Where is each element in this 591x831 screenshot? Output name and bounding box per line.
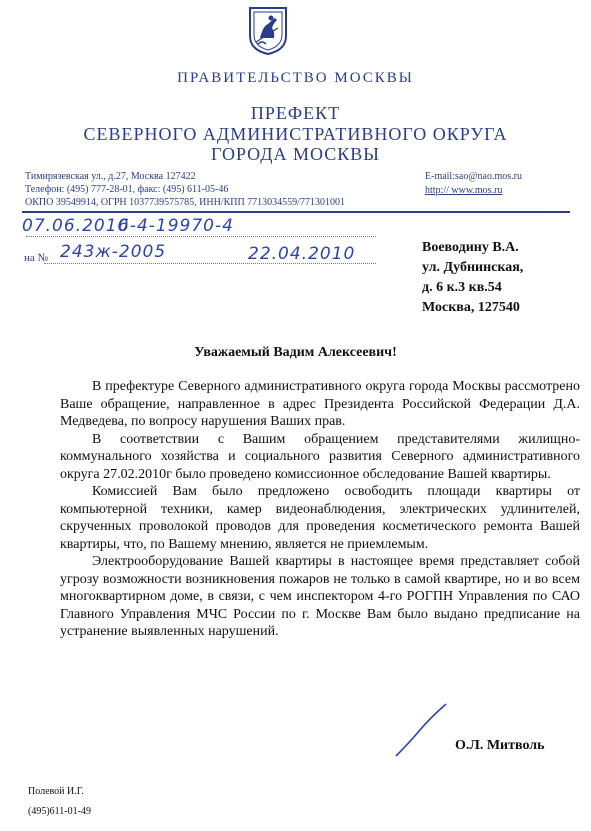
prefect-title-line: СЕВЕРНОГО АДМИНИСТРАТИВНОГО ОКРУГА	[83, 124, 508, 144]
recipient-city: Москва, 127540	[422, 300, 520, 315]
registration-codes: ОКПО 39549914, ОГРН 1037739575785, ИНН/КПП 7713034559/771301001	[25, 197, 345, 208]
outgoing-number-line	[26, 236, 376, 237]
incoming-date: 22.04.2010	[248, 244, 356, 264]
letter-greeting: Уважаемый Вадим Алексеевич!	[194, 345, 397, 360]
office-website-link[interactable]: http:// www.mos.ru	[425, 185, 503, 196]
signature-stroke	[390, 700, 450, 760]
executor-name: Полевой И.Г.	[28, 786, 84, 797]
recipient-building: д. 6 к.3 кв.54	[422, 280, 502, 295]
prefect-title-line: ГОРОДА МОСКВЫ	[210, 144, 380, 164]
letter-paragraph: В соответствии с Вашим обращением представителями жилищно-коммунального хозяйства и социального развития Северного административного округа 27.02.2010г было проведено комиссионное обследование Вашей квартиры.	[60, 431, 580, 482]
outgoing-date: 07.06.2010	[22, 216, 130, 236]
outgoing-number: 6-4-19970-4	[118, 216, 234, 236]
incoming-number: 243ж-2005	[60, 242, 167, 262]
recipient-street: ул. Дубнинская,	[422, 260, 524, 275]
prefect-title-line: ПРЕФЕКТ	[250, 103, 341, 123]
header-divider	[22, 211, 570, 213]
government-title: ПРАВИТЕЛЬСТВО МОСКВЫ	[177, 70, 414, 86]
letter-body	[60, 378, 580, 641]
executor-phone: (495)611-01-49	[28, 806, 91, 817]
signatory-name: О.Л. Митволь	[455, 738, 545, 753]
office-address: Тимирязевская ул., д.27, Москва 127422	[25, 171, 196, 182]
letter-paragraph: В префектуре Северного административного округа города Москвы рассмотрено Ваше обращение, направленное в адрес Президента Российской Федерации Д.А. Медведева, по вопросу нарушения Ваших прав.	[60, 379, 580, 429]
moscow-coat-of-arms-icon	[248, 6, 288, 56]
reply-to-label: на №	[24, 252, 49, 264]
letter-paragraph: Электрооборудование Вашей квартиры в настоящее время представляет собой угрозу возможности возникновения пожаров не только в самой квартире, но и во всем многоквартирном доме, в связи, с чем инспектором 4-го РОГПН Управления по САО Главного Управления МЧС России по г. Москве Вам было выдано предписание на устранение выявленных нарушений.	[60, 554, 580, 639]
letter-paragraph: Комиссией Вам было предложено освободить площади квартиры от компьютерной техники, камер видеонаблюдения, электрических удлинителей, скрученных проволокой проводов для проведения косметического ремонта Вашей квартиры, что, по Вашему мнению, является не приемлемым.	[60, 484, 580, 552]
office-email: E-mail:sao@nao.mos.ru	[425, 171, 522, 182]
recipient-name: Воеводину В.А.	[422, 240, 519, 255]
office-phone-fax: Телефон: (495) 777-28-01, факс: (495) 611-05-46	[25, 184, 229, 195]
